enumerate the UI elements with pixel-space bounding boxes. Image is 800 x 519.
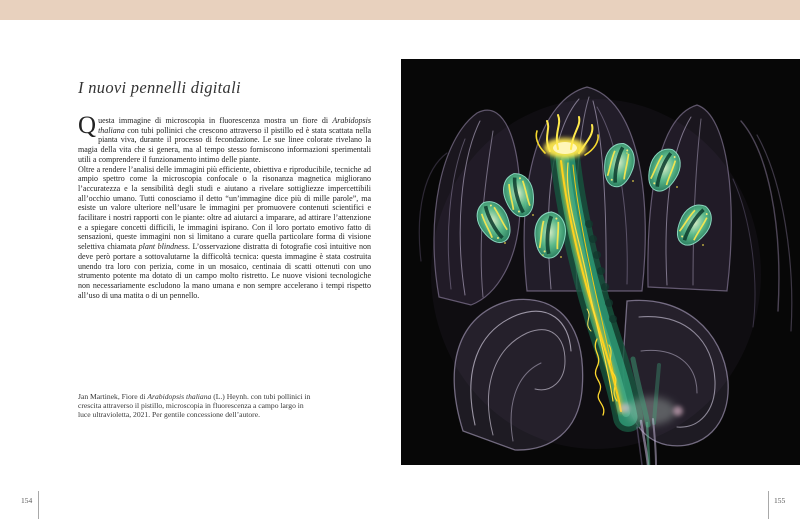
page-title: I nuovi pennelli digitali — [78, 78, 241, 97]
fluorescence-flower-photo — [401, 59, 800, 465]
folio-rule-right — [768, 491, 769, 519]
drop-cap: Q — [78, 112, 97, 139]
paragraph-2: Oltre a rendere l’analisi delle immagini più efficiente, obiettiva e riproducibile, tecniche ad ampio spettro come la microscopia confocale o la risonanza magnetica migliorano l’accuratezza e la sensibilità degli studi e aiutano a rivelare sottigliezze impercettibili all’occhio umano. Tutti conosciamo il detto “un’immagine dice più di mille parole”, ma esiste un valore ulteriore nell’usare le immagini per promuovere contenuti scientifici e facilitare i nostri rapporti con le piante: oltre ad aiutarci a imparare, ad attirare l’attenzione e a spiegare concetti difficili, le immagini ispirano. Con il loro portato emotivo fatto di sensazioni, queste immagini non si limitano a curare quella particolare forma di visione selettiva chiamata plant blindness. L’osservazione distratta di fotografie così intuitive non deve però portare a sottovalutarne la difficoltà tecnica: questa immagine è stata costruita unendo tra loro con perizia, come in un mosaico, centinaia di scatti ottenuti con uno strumento potente ma dotato di un campo molto ristretto. Le nuove visioni tecnologiche non necessariamente escludono la mano umana e non sempre accelerano i tempi rispetto all’uso di una matita o di un pennello. — [78, 164, 372, 300]
page-number-right: 155 — [774, 496, 786, 505]
folio-rule-left — [38, 491, 39, 519]
article-body — [78, 112, 372, 300]
flower-illustration — [401, 59, 800, 465]
paragraph-1 — [78, 112, 371, 165]
image-caption: Jan Martinek, Fiore di Arabidopsis thaliana (L.) Heynh. con tubi pollinici in crescita attraverso il pistillo, microscopia in fluorescenza a campo largo in luce ultravioletta, 2021. Per gentile concessione dell’autore. — [78, 392, 311, 419]
page-number-left: 154 — [21, 496, 33, 505]
top-strip — [0, 0, 800, 20]
paragraph-1-text: uesta immagine di microscopia in fluorescenza mostra un fiore di Arabidopsis thaliana con tubi pollinici che crescono attraverso il pistillo ed è stata scattata nella pianta viva, durante il processo di fecondazione. Le sue linee colorate rivelano la magia della vita che si genera, ma al tempo stesso forniscono informazioni sperimentali utili a comprendere il funzionamento intimo delle piante. — [78, 116, 371, 164]
